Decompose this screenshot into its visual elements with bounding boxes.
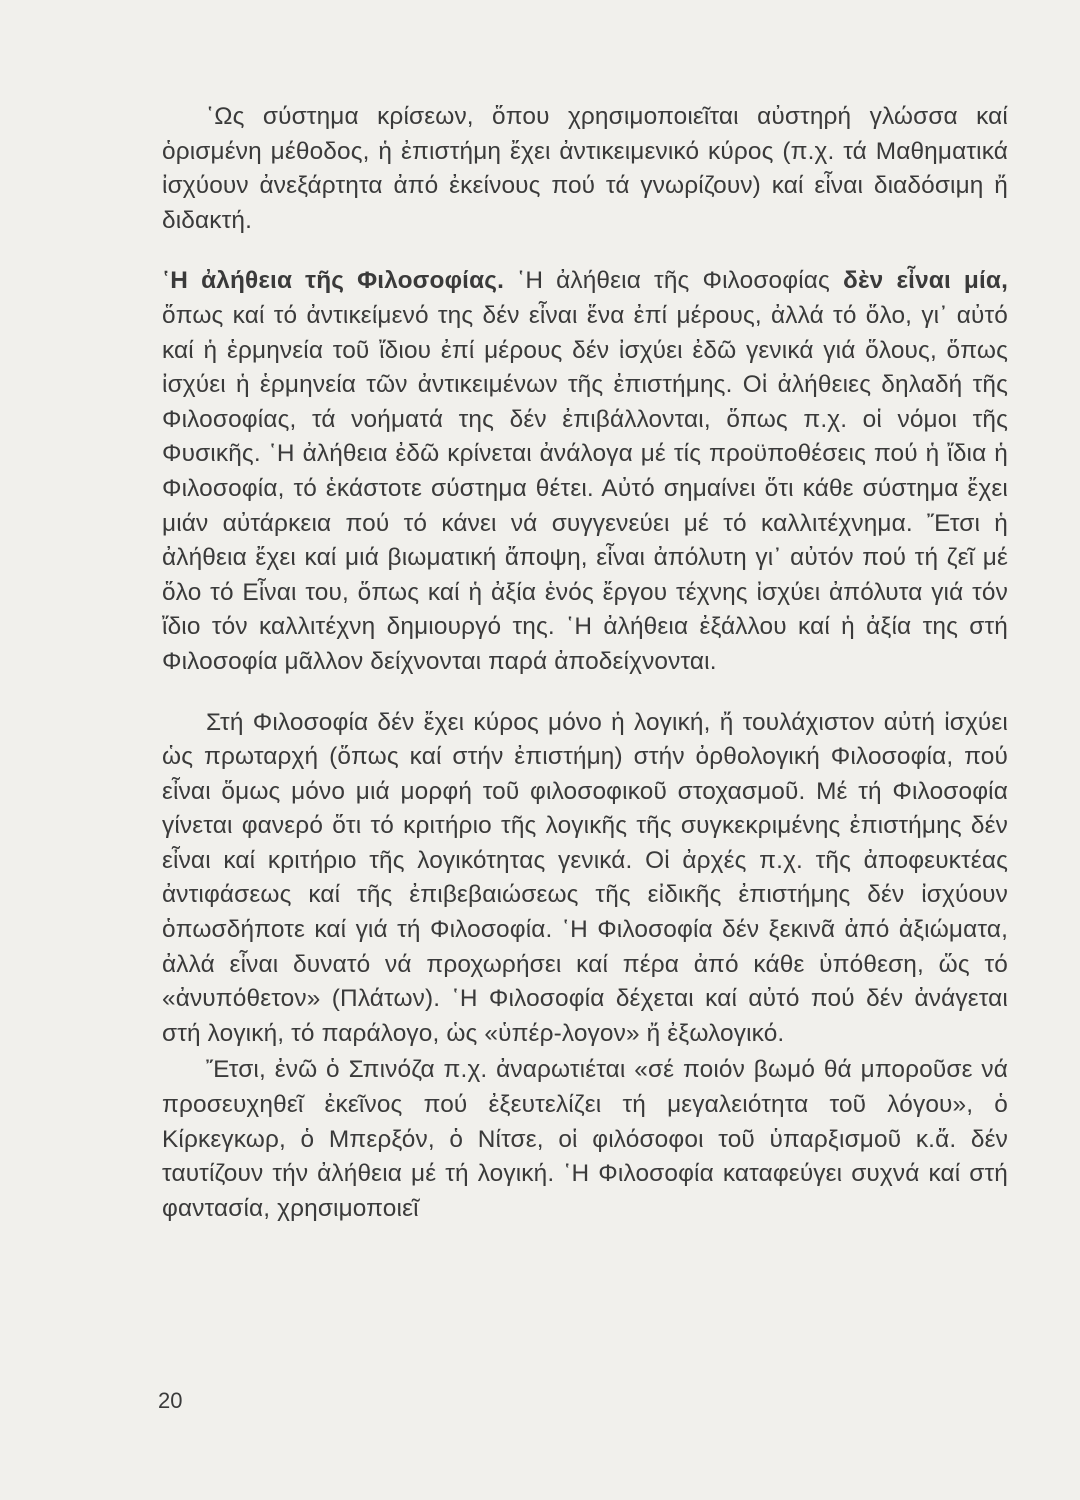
paragraph-science-as-system: ῾Ως σύστημα κρίσεων, ὅπου χρησιμοποιεῖται αὐστηρή γλώσσα καί ὁρισμένη μέθοδος, ἡ ἐπιστήμη ἔχει ἀντικειμενικό κύρος (π.χ. τά Μαθηματικά ἰσχύουν ἀνεξάρτητα ἀπό ἐκείνους πού τά γνωρίζουν) καί εἶναι διαδόσιμη ἤ διδακτή. xyxy=(162,103,1008,234)
paragraph-spinoza: Ἔτσι, ἐνῶ ὁ Σπινόζα π.χ. ἀναρωτιέται «σέ ποιόν βωμό θά μποροῦσε νά προσευχηθεῖ ἐκεῖνος πού ἐξευτελίζει τή μεγαλειότητα τοῦ λόγου», ὁ Κίρκεγκωρ, ὁ Μπερξόν, ὁ Νίτσε, οἱ φιλόσοφοι τοῦ ὑπαρξισμοῦ κ.ἄ. δέν ταυτίζουν τήν ἀλήθεια μέ τή λογική. ῾Η Φιλοσοφία καταφεύγει συχνά καί στή φαντασία, χρησιμοποιεῖ xyxy=(162,1056,1008,1222)
paragraph-truth-of-philosophy xyxy=(162,264,1008,679)
body-text xyxy=(162,100,1008,1226)
paragraph-text-a: ῾Η ἀλήθεια τῆς Φιλοσοφίας xyxy=(504,267,844,295)
paragraph-text-b: ὅπως καί τό ἀντικείμενό της δέν εἶναι ἕνα ἐπί μέρους, ἀλλά τό ὅλο, γι᾽ αὐτό καί ἡ ἑρμηνεία τοῦ ἴδιου ἐπί μέρους δέν ἰσχύει ἐδῶ γενικά γιά ὅλους, ὅπως ἰσχύει ἡ ἑρμηνεία τῶν ἀντικειμένων τῆς ἐπιστήμης. Οἱ ἀλήθειες δηλαδή τῆς Φιλοσοφίας, τά νοήματά της δέν ἐπιβάλλονται, ὅπως π.χ. οἱ νόμοι τῆς Φυσικῆς. ῾Η ἀλήθεια ἐδῶ κρίνεται ἀνάλογα μέ τίς προϋποθέσεις πού ἡ ἴδια ἡ Φιλοσοφία, τό ἑκάστοτε σύστημα θέτει. Αὐτό σημαίνει ὅτι κάθε σύστημα ἔχει μιάν αὐτάρκεια πού τό κάνει νά συγγενεύει μέ τό καλλιτέχνημα. Ἔτσι ἡ ἀλήθεια ἔχει καί μιά βιωματική ἄποψη, εἶναι ἀπόλυτη γι᾽ αὐτόν πού τή ζεῖ μέ ὅλο τό Εἶναι του, ὅπως καί ἡ ἀξία ἑνός ἔργου τέχνης ἰσχύει ἀπόλυτα γιά τόν ἴδιο τόν καλλιτέχνη δημιουργό της. ῾Η ἀλήθεια ἐξάλλου καί ἡ ἀξία της στή Φιλοσοφία μᾶλλον δείχνονται παρά ἀποδείχνονται. xyxy=(162,301,1008,675)
paragraph-logic-in-philosophy: Στή Φιλοσοφία δέν ἔχει κύρος μόνο ἡ λογική, ἤ τουλάχιστον αὐτή ἰσχύει ὡς πρωταρχή (ὅπως καί στήν ἐπιστήμη) στήν ὀρθολογική Φιλοσοφία, πού εἶναι ὅμως μόνο μιά μορφή τοῦ φιλοσοφικοῦ στοχασμοῦ. Μέ τή Φιλοσοφία γίνεται φανερό ὅτι τό κριτήριο τῆς λογικῆς τῆς συγκεκριμένης ἐπιστήμης δέν εἶναι καί κριτήριο τῆς λογικότητας γενικά. Οἱ ἀρχές π.χ. τῆς ἀποφευκτέας ἀντιφάσεως καί τῆς ἐπιβεβαιώσεως τῆς εἰδικῆς ἐπιστήμης δέν ἰσχύουν ὁπωσδήποτε καί γιά τή Φιλοσοφία. ῾Η Φιλοσοφία δέν ξεκινᾶ ἀπό ἀξιώματα, ἀλλά εἶναι δυνατό νά προχωρήσει καί πέρα ἀπό κάθε ὑπόθεση, ὥς τό «ἀνυπόθετον» (Πλάτων). ῾Η Φιλοσοφία δέχεται καί αὐτό πού δέν ἀνάγεται στή λογική, τό παράλογο, ὡς «ὑπέρ-λογον» ἤ ἐξωλογικό. xyxy=(162,708,1008,1047)
section-heading-truth-of-philosophy: ῾Η ἀλήθεια τῆς Φιλοσοφίας. xyxy=(162,267,504,295)
emphasis-not-one: δὲν εἶναι μία, xyxy=(843,267,1008,295)
page-number: 20 xyxy=(158,1388,183,1413)
